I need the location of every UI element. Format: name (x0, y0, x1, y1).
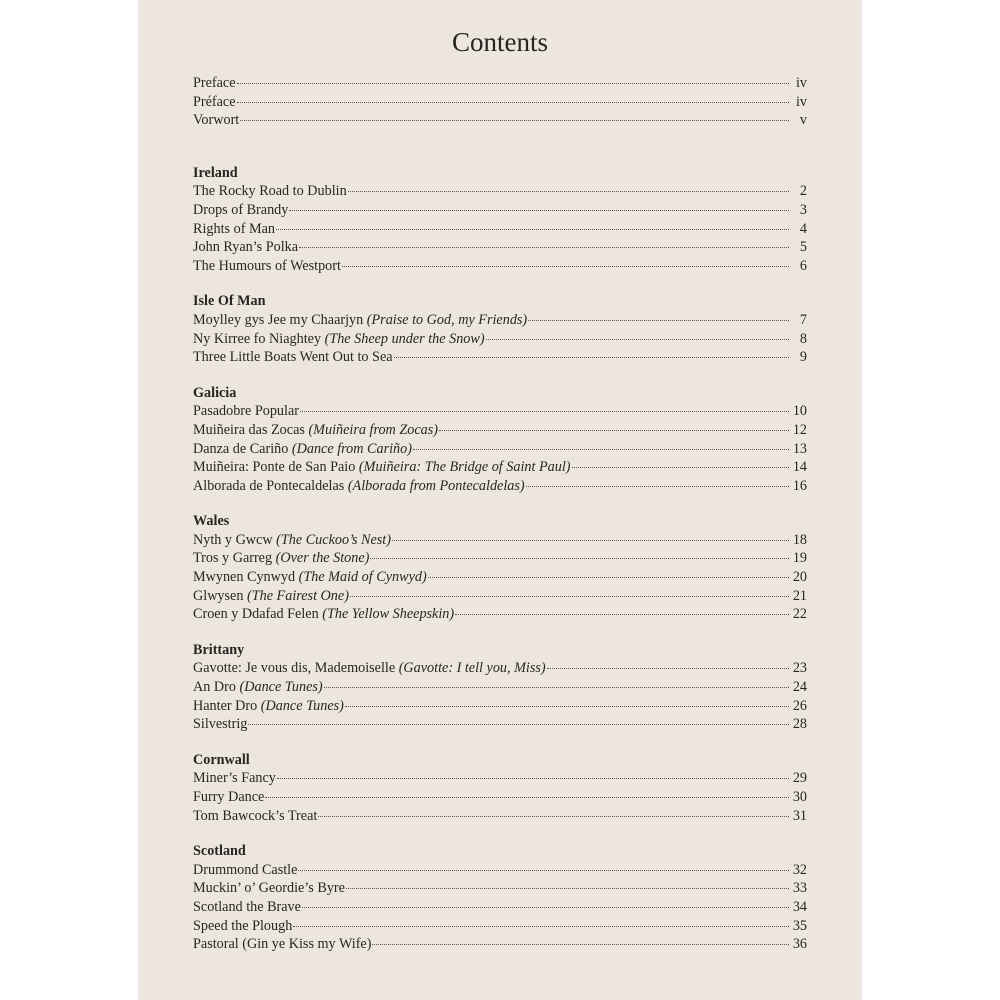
entry-label (193, 257, 341, 276)
dot-leader (455, 613, 789, 615)
dot-leader (248, 723, 788, 725)
toc-entry[interactable] (193, 201, 807, 220)
toc-entry[interactable] (193, 311, 807, 330)
page-number: 7 (799, 311, 807, 328)
entry-label: Vorwort (193, 112, 240, 129)
toc-section (193, 641, 807, 734)
entry-label (193, 402, 299, 421)
entry-title: Danza de Cariño (193, 440, 292, 457)
entry-label: Préface (193, 93, 236, 110)
toc-entry[interactable] (193, 917, 807, 936)
page-title: Contents (451, 27, 548, 57)
page-number: 23 (792, 660, 807, 677)
page-number: v (799, 112, 807, 129)
entry-label (193, 769, 276, 788)
page-number: 31 (792, 807, 807, 824)
page-number: 6 (799, 257, 807, 274)
page-number: 24 (792, 679, 807, 696)
entry-translation: (The Yellow Sheepskin) (322, 606, 455, 623)
toc-entry[interactable] (193, 477, 807, 496)
page-number: iv (795, 75, 807, 91)
entry-translation: (The Maid of Cynwyd) (298, 569, 427, 586)
entry-label (193, 605, 454, 624)
entry-label (193, 549, 369, 568)
toc-entry[interactable] (193, 220, 807, 239)
toc-section (193, 842, 807, 954)
dot-leader (300, 410, 789, 412)
section-heading: Scotland (193, 843, 246, 860)
page-number: 32 (792, 861, 807, 878)
entry-label (193, 935, 371, 954)
entry-title: Gavotte: Je vous dis, Mademoiselle (193, 660, 399, 677)
entry-label (193, 348, 393, 367)
toc-entry[interactable] (193, 531, 807, 550)
page-number: 18 (792, 531, 807, 548)
toc-entry[interactable] (193, 421, 807, 440)
page-number: 26 (792, 697, 807, 714)
entry-title: Muiñeira: Ponte de San Paio (193, 459, 359, 476)
dot-leader (392, 539, 789, 541)
entry-title: Muiñeira das Zocas (193, 421, 309, 438)
entry-title: Tom Bawcock’s Treat (193, 807, 318, 824)
dot-leader (302, 906, 789, 908)
dot-leader (394, 356, 789, 358)
entry-label (193, 311, 527, 330)
toc-entry[interactable] (193, 348, 807, 367)
entry-title: Three Little Boats Went Out to Sea (193, 349, 393, 366)
toc-section (193, 512, 807, 624)
entry-translation: (Praise to God, my Friends) (366, 311, 528, 328)
entry-label (193, 697, 344, 716)
page-number: 29 (792, 770, 807, 787)
entry-translation: (The Fairest One) (247, 587, 349, 604)
entry-label (193, 678, 323, 697)
toc-entry[interactable] (193, 549, 807, 568)
section-heading: Cornwall (193, 751, 250, 768)
entry-label (193, 898, 301, 917)
dot-leader (277, 777, 789, 779)
entry-label (193, 201, 288, 220)
dot-leader (237, 101, 789, 103)
entry-label (193, 330, 485, 349)
entry-translation: (Gavotte: I tell you, Miss) (398, 660, 546, 677)
entry-title: Rights of Man (193, 220, 275, 237)
dot-leader (324, 686, 789, 688)
dot-leader (372, 943, 788, 945)
toc-entry[interactable] (193, 788, 807, 807)
dot-leader (298, 869, 788, 871)
toc-section (193, 292, 807, 366)
entry-label (193, 659, 546, 678)
page-number: 9 (799, 349, 807, 366)
page-number: 36 (792, 936, 807, 953)
dot-leader (413, 448, 789, 450)
toc-entry[interactable] (193, 330, 807, 349)
entry-label (193, 531, 391, 550)
toc-entry[interactable] (193, 879, 807, 898)
toc-entry[interactable] (193, 587, 807, 606)
dot-leader (439, 429, 789, 431)
toc-entry[interactable] (193, 238, 807, 257)
dot-leader (348, 190, 789, 192)
page-number: 33 (792, 880, 807, 897)
dot-leader (237, 82, 789, 84)
dot-leader (299, 246, 789, 248)
entry-label (193, 421, 438, 440)
entry-title: Pasadobre Popular (193, 403, 299, 420)
dot-leader (486, 338, 789, 340)
toc-entry[interactable] (193, 697, 807, 716)
dot-leader (345, 705, 789, 707)
dot-leader (240, 119, 789, 121)
page-number: 21 (792, 587, 807, 604)
entry-title: Croen y Ddafad Felen (193, 606, 323, 623)
entry-title: Nyth y Gwcw (193, 531, 277, 548)
entry-title: Moylley gys Jee my Chaarjyn (193, 311, 367, 328)
page-number: 28 (792, 716, 807, 733)
dot-leader (276, 228, 789, 230)
page-number: 12 (792, 421, 807, 438)
toc-entry[interactable] (193, 458, 807, 477)
section-heading: Isle Of Man (193, 293, 266, 310)
entry-label (193, 568, 427, 587)
toc-entry[interactable] (193, 807, 807, 826)
entry-translation: (Over the Stone) (275, 550, 370, 567)
entry-title: Drops of Brandy (193, 201, 289, 218)
page-number: 16 (792, 477, 807, 494)
page-number: 2 (799, 183, 807, 200)
entry-translation: (Alborada from Pontecaldelas) (347, 477, 525, 494)
toc-section (193, 751, 807, 825)
entry-label (193, 440, 412, 459)
entry-label (193, 879, 345, 898)
entry-title: Pastoral (Gin ye Kiss my Wife) (193, 936, 372, 953)
toc-section (193, 384, 807, 496)
page-number: 10 (792, 403, 807, 420)
toc-entry[interactable] (193, 935, 807, 954)
toc-entry[interactable] (193, 257, 807, 276)
page-number: 30 (792, 789, 807, 805)
entry-title: Tros y Garreg (193, 550, 276, 567)
entry-title: Drummond Castle (193, 861, 298, 878)
entry-label (193, 587, 349, 606)
page-number: 20 (792, 569, 807, 586)
toc-entry[interactable] (193, 568, 807, 587)
entry-label (193, 220, 275, 239)
toc-entry[interactable] (193, 402, 807, 421)
dot-leader (547, 667, 789, 669)
dot-leader (265, 796, 789, 798)
section-heading: Wales (193, 513, 230, 530)
entry-translation: (Muiñeira: The Bridge of Saint Paul) (358, 459, 571, 476)
page-number: 4 (799, 220, 807, 237)
dot-leader (289, 209, 789, 211)
entry-translation: (Dance Tunes) (260, 697, 344, 714)
page-number: 13 (792, 440, 807, 457)
entry-title: Furry Dance (193, 789, 265, 805)
toc-entry[interactable] (193, 440, 807, 459)
entry-title: Alborada de Pontecaldelas (193, 477, 348, 494)
front-matter-list (193, 74, 807, 130)
entry-label (193, 182, 347, 201)
toc-entry[interactable] (193, 93, 807, 112)
entry-title: Miner’s Fancy (193, 770, 276, 787)
entry-title: Mwynen Cynwyd (193, 569, 299, 586)
toc-entry[interactable] (193, 182, 807, 201)
entry-title: Ny Kirree fo Niaghtey (193, 330, 325, 347)
entry-title: An Dro (193, 679, 240, 696)
dot-leader (318, 815, 788, 817)
dot-leader (346, 887, 789, 889)
entry-label: Preface (193, 75, 236, 91)
entry-label (193, 861, 297, 880)
section-heading: Ireland (193, 164, 238, 181)
toc-section (193, 164, 807, 276)
toc-entry[interactable] (193, 898, 807, 917)
page-number: 14 (792, 459, 807, 476)
toc-entry[interactable] (193, 111, 807, 130)
page-number: 8 (799, 330, 807, 347)
entry-label (193, 807, 317, 826)
dot-leader (293, 925, 789, 927)
entry-label (193, 788, 264, 807)
toc-entry[interactable] (193, 861, 807, 880)
dot-leader (350, 595, 789, 597)
toc-entry[interactable] (193, 74, 807, 93)
entry-translation: (Dance Tunes) (239, 679, 323, 696)
entry-translation: (Muiñeira from Zocas) (308, 421, 438, 438)
entry-title: The Rocky Road to Dublin (193, 183, 347, 200)
toc-entry[interactable] (193, 678, 807, 697)
dot-leader (528, 319, 789, 321)
entry-label (193, 917, 292, 936)
sections-list (193, 164, 807, 954)
dot-leader (526, 485, 789, 487)
page-number: iv (795, 93, 807, 110)
page-number: 19 (792, 550, 807, 567)
entry-label (193, 715, 247, 734)
dot-leader (572, 466, 789, 468)
entry-label (193, 458, 571, 477)
entry-translation: (The Cuckoo’s Nest) (276, 531, 391, 548)
entry-title: Speed the Plough (193, 917, 293, 934)
contents-page (138, 0, 862, 1000)
entry-translation: (Dance from Cariño) (291, 440, 412, 457)
entry-title: John Ryan’s Polka (193, 239, 299, 256)
page-number: 22 (792, 606, 807, 623)
entry-title: Hanter Dro (193, 697, 261, 714)
entry-translation: (The Sheep under the Snow) (324, 330, 485, 347)
entry-label (193, 238, 298, 257)
entry-title: The Humours of Westport (193, 257, 341, 274)
page-number: 34 (792, 898, 807, 915)
dot-leader (342, 265, 789, 267)
section-heading: Brittany (193, 641, 245, 658)
dot-leader (370, 557, 788, 559)
page-number: 35 (792, 917, 807, 934)
entry-title: Silvestrig (193, 716, 248, 733)
section-heading: Galicia (193, 384, 237, 401)
page-number: 3 (799, 201, 807, 218)
entry-label (193, 477, 525, 496)
toc-entry[interactable] (193, 769, 807, 788)
entry-title: Muckin’ o’ Geordie’s Byre (193, 880, 345, 897)
dot-leader (428, 576, 789, 578)
toc-entry[interactable] (193, 605, 807, 624)
entry-title: Scotland the Brave (193, 898, 301, 915)
toc-entry[interactable] (193, 715, 807, 734)
page-number: 5 (799, 239, 807, 256)
entry-title: Glwysen (193, 587, 247, 604)
toc-entry[interactable] (193, 659, 807, 678)
